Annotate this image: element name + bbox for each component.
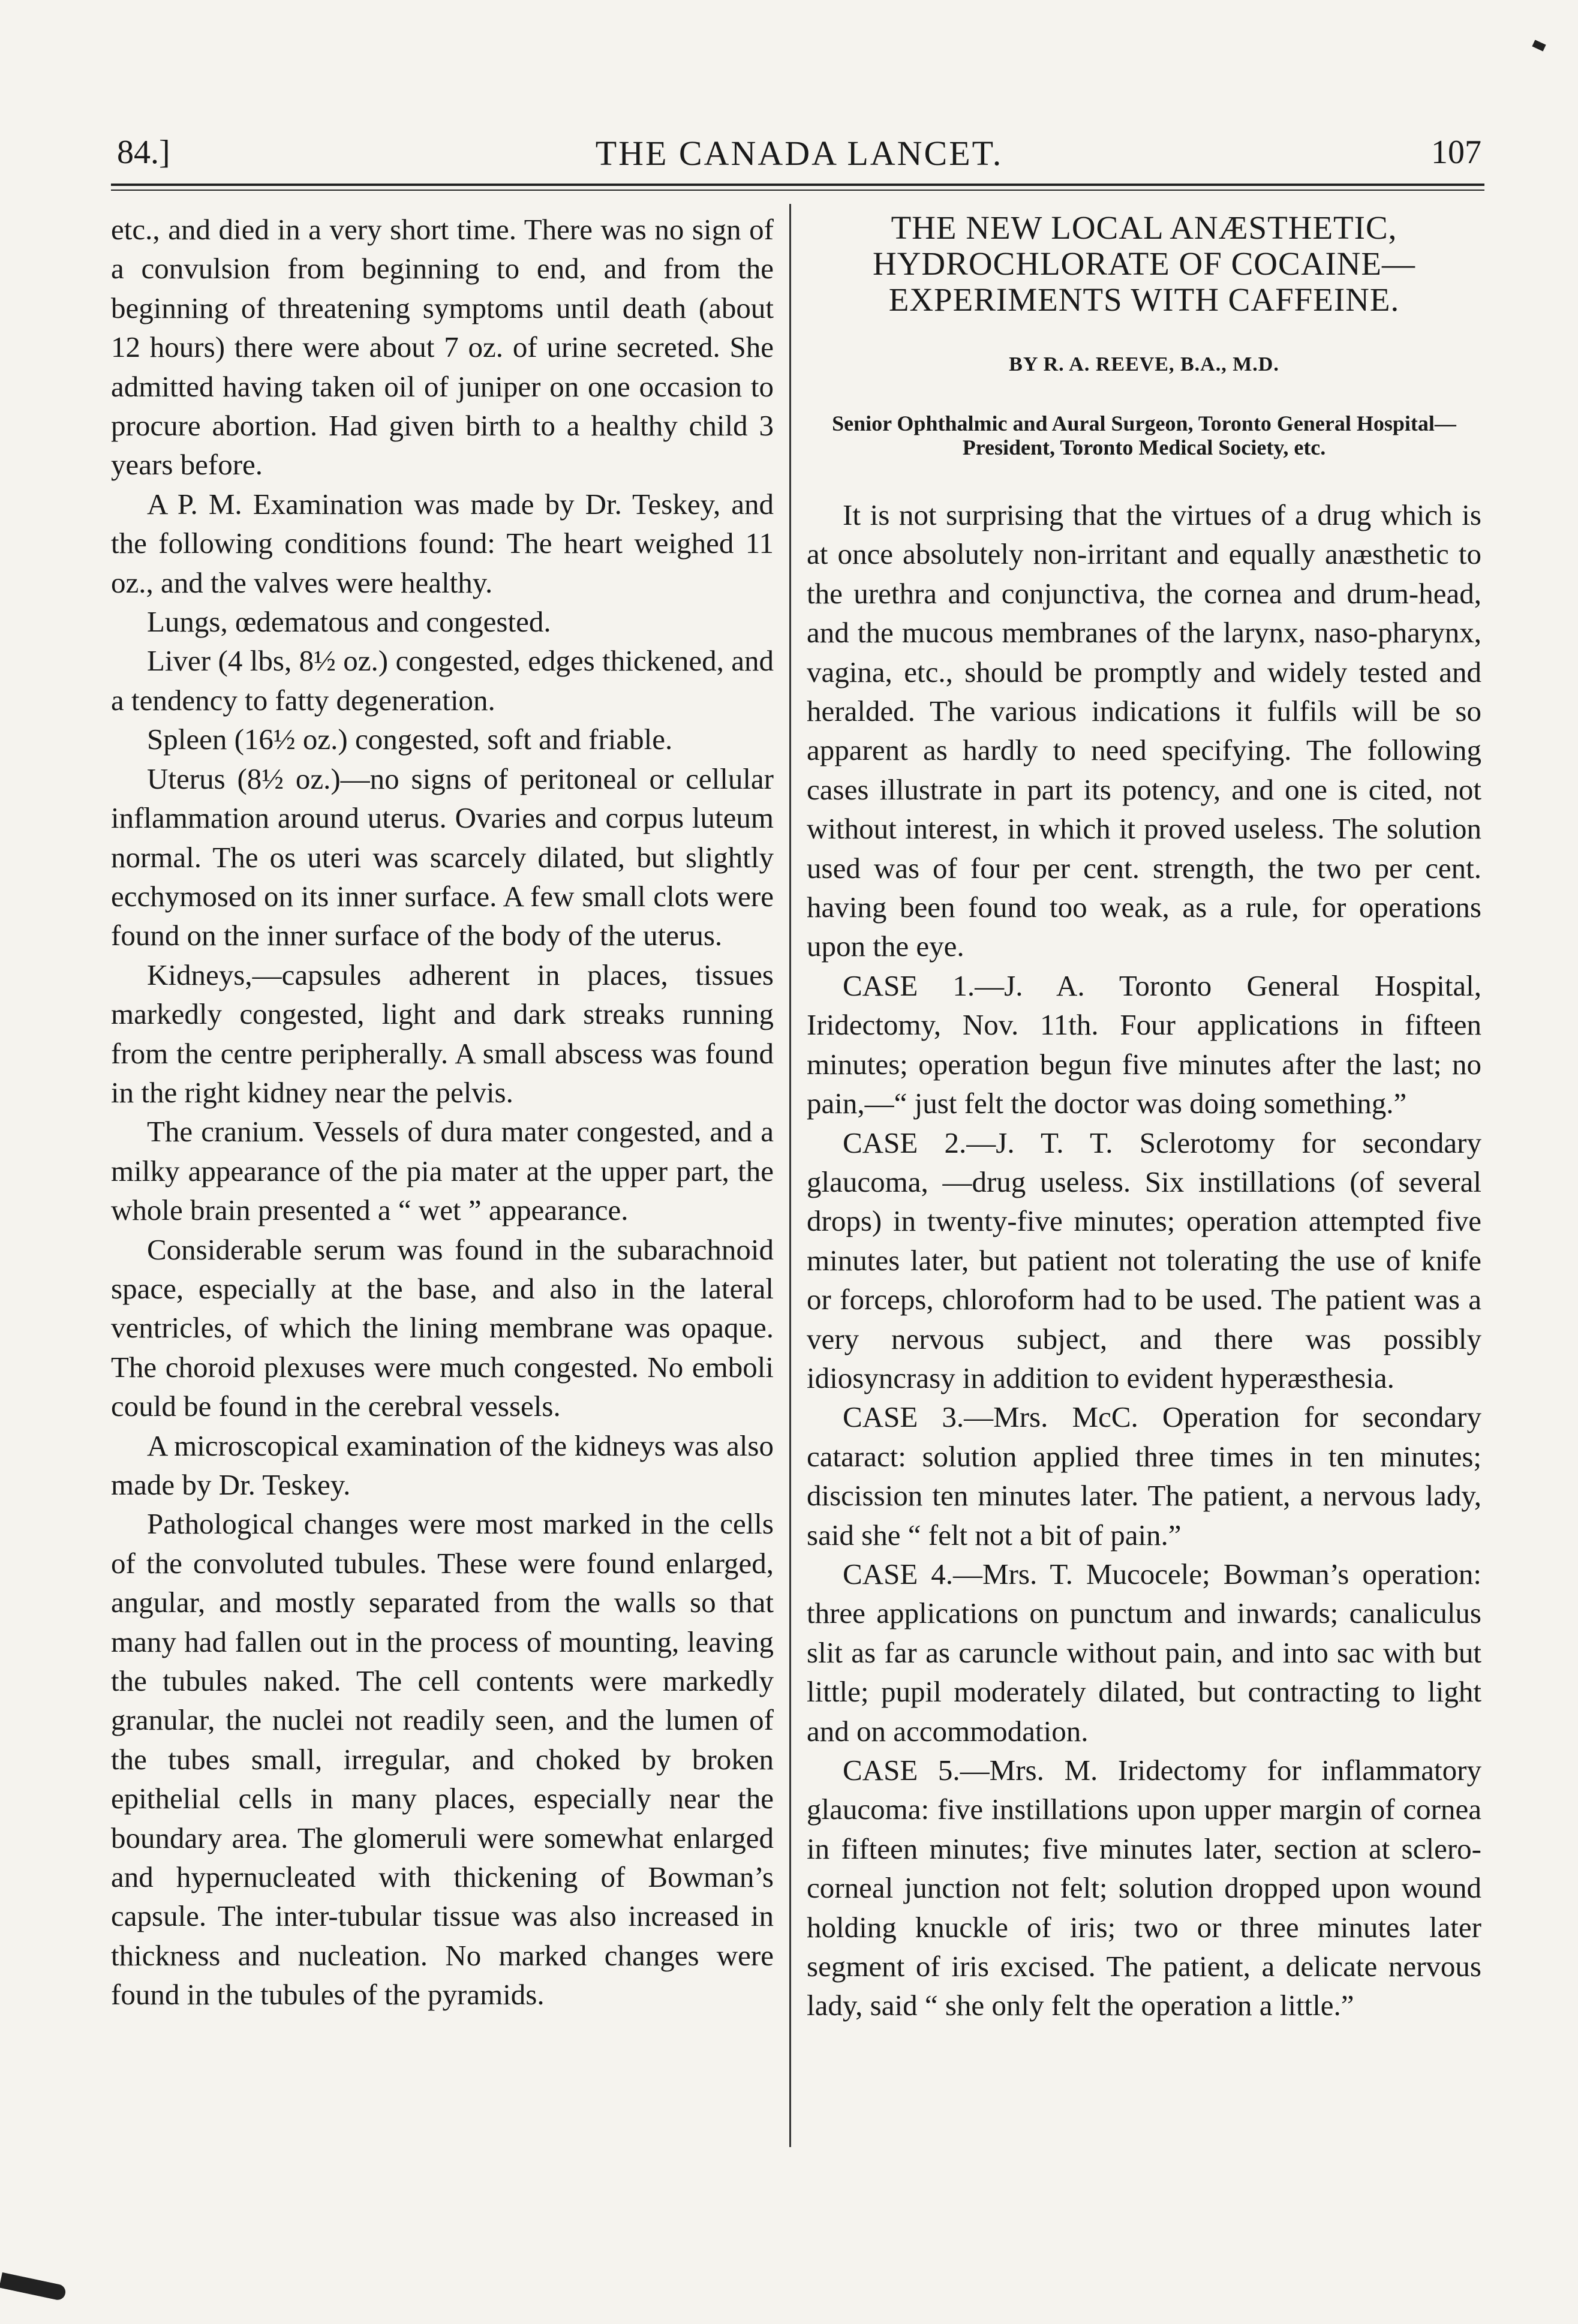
header-rule-thin	[111, 190, 1484, 191]
section-number: 84.]	[117, 134, 170, 171]
paragraph: Kidneys,—capsules adherent in places, tissues markedly congested, light and dark streaks running from the centre peripherally. A small abscess was found in the right kidney near the pelvis.	[111, 958, 774, 1109]
article-byline: BY R. A. REEVE, B.A., M.D.	[1009, 353, 1279, 375]
paragraph: The cranium. Vessels of dura mater congested, and a milky appearance of the pia mater at the upper part, the whole brain presented a “ wet ” appearance.	[111, 1115, 774, 1227]
paragraph: Spleen (16½ oz.) congested, soft and friable.	[147, 723, 673, 756]
column-divider	[789, 204, 791, 2147]
article-title: THE NEW LOCAL ANÆSTHETIC, HYDROCHLORATE OF COCAINE—EXPERIMENTS WITH CAFFEINE.	[872, 209, 1416, 318]
page-number: 107	[1431, 134, 1481, 171]
paragraph: A P. M. Examination was made by Dr. Teskey, and the following conditions found: The heart weighed 11 oz., and the valves were healthy.	[111, 487, 774, 599]
paragraph: Considerable serum was found in the subarachnoid space, especially at the base, and also in the lateral ventricles, of which the lining membrane was opaque. The choroid plexuses were much congested. No emboli could be found in the cerebral vessels.	[111, 1232, 774, 1423]
case-paragraph: CASE 5.—Mrs. M. Iridectomy for inflammatory glaucoma: five instillations upon upper margin of cornea in fifteen minutes; five minutes later, section at sclero-corneal junction not felt; solution dropped upon wound holding knuckle of iris; two or three minutes later segment of iris excised. The patient, a delicate nervous lady, said “ she only felt the operation a little.”	[807, 1754, 1481, 2022]
paragraph: It is not surprising that the virtues of a drug which is at once absolutely non-irritant and equally anæsthetic to the urethra and conjunctiva, the cornea and drum-head, and the mucous membranes of the larynx, naso-pharynx, vagina, etc., should be promptly and widely tested and heralded. The various indications it fulfils will be so apparent as hardly to need specifying. The following cases illustrate in part its potency, and one is cited, not without interest, in which it proved useless. The solution used was of four per cent. strength, the two per cent. having been found too weak, as a rule, for operations upon the eye.	[807, 498, 1481, 963]
case-paragraph: CASE 2.—J. T. T. Sclerotomy for secondary glaucoma, —drug useless. Six instillations (of several drops) in twenty-five minutes; operation attempted five minutes later, but patient not tolerating the use of knife or forceps, chloroform had to be used. The patient was a very nervous subject, and there was possibly idiosyncrasy in addition to evident hyperæsthesia.	[807, 1126, 1481, 1394]
case-paragraph: CASE 1.—J. A. Toronto General Hospital, Iridectomy, Nov. 11th. Four applications in fifteen minutes; operation begun five minutes after the last; no pain,—“ just felt the doctor was doing something.”	[807, 969, 1481, 1120]
case-paragraph: CASE 4.—Mrs. T. Mucocele; Bowman’s operation: three applications on punctum and inwards; canaliculus slit as far as caruncle without pain, and into sac with but little; pupil moderately dilated, but contracting to light and on accommodation.	[807, 1557, 1481, 1748]
left-column	[111, 210, 774, 2015]
right-column	[807, 210, 1481, 2025]
paragraph: Uterus (8½ oz.)—no signs of peritoneal or cellular inflammation around uterus. Ovaries and corpus luteum normal. The os uteri was scarcely dilated, but slightly ecchymosed on its inner surface. A few small clots were found on the inner surface of the body of the uterus.	[111, 762, 774, 952]
ink-mark	[1532, 40, 1546, 51]
author-affiliation: Senior Ophthalmic and Aural Surgeon, Toronto General Hospital—President, Toronto Medical Society, etc.	[832, 411, 1456, 459]
ink-mark	[0, 2272, 67, 2301]
case-paragraph: CASE 3.—Mrs. McC. Operation for secondary cataract: solution applied three times in ten minutes; discission ten minutes later. The patient, a nervous lady, said she “ felt not a bit of pain.”	[807, 1400, 1481, 1552]
paragraph: Lungs, œdematous and congested.	[147, 605, 551, 639]
paragraph: etc., and died in a very short time. There was no sign of a convulsion from beginning to end, and from the beginning of threatening symptoms until death (about 12 hours) there were about 7 oz. of urine secreted. She admitted having taken oil of juniper on one occasion to procure abortion. Had given birth to a healthy child 3 years before.	[111, 213, 774, 482]
paragraph: Liver (4 lbs, 8½ oz.) congested, edges thickened, and a tendency to fatty degeneration.	[111, 644, 774, 717]
paragraph: A microscopical examination of the kidneys was also made by Dr. Teskey.	[111, 1429, 774, 1501]
running-header	[117, 133, 1481, 181]
paragraph: Pathological changes were most marked in the cells of the convoluted tubules. These were found enlarged, angular, and mostly separated from the walls so that many had fallen out in the process of mounting, leaving the tubules naked. The cell contents were markedly granular, the nuclei not readily seen, and the lumen of the tubes small, irregular, and choked by broken epithelial cells in many places, especially near the boundary area. The glomeruli were somewhat enlarged and hypernucleated with thickening of Bowman’s capsule. The inter-tubular tissue was also increased in thickness and nucleation. No marked changes were found in the tubules of the pyramids.	[111, 1507, 774, 2012]
journal-title: THE CANADA LANCET.	[595, 134, 1003, 173]
header-rule	[111, 184, 1484, 186]
